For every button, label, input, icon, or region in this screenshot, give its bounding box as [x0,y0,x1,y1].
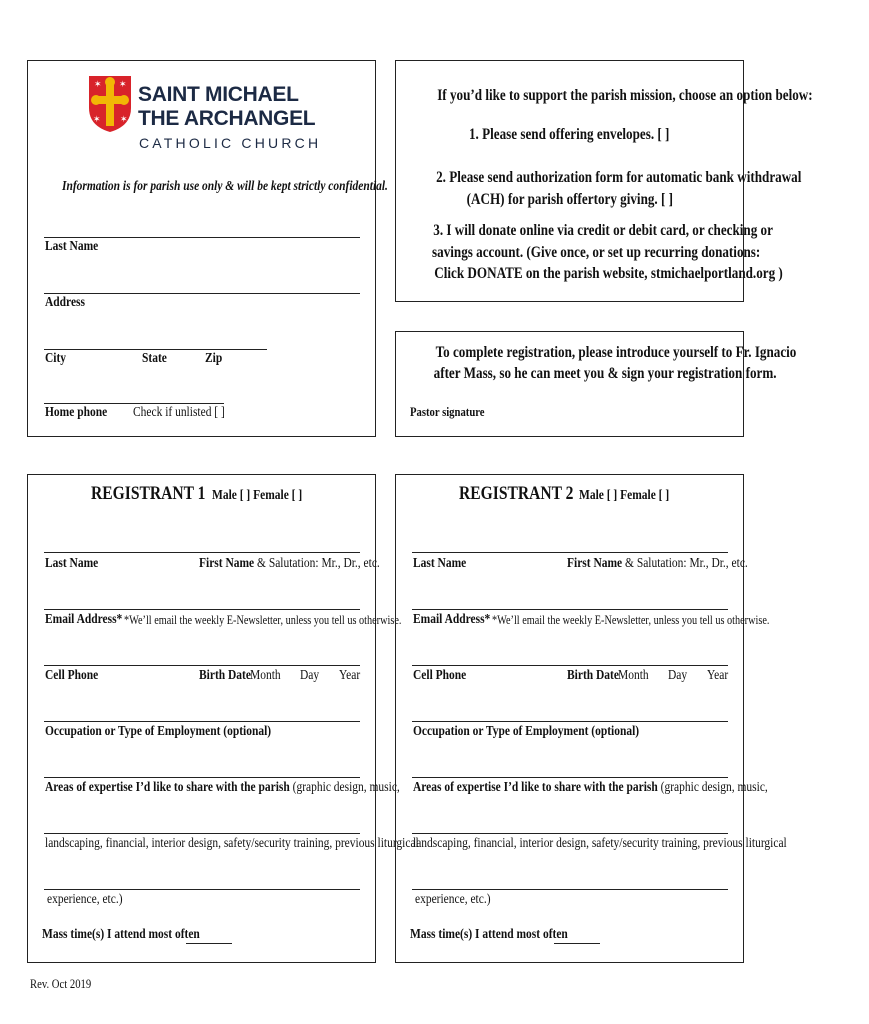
registrant-2-expertise-line-2[interactable] [412,833,728,834]
registrant-2-expertise [413,780,846,796]
registrant-2-expertise-line-2-text: landscaping, financial, interior design, safety/security training, previous liturgical [413,836,787,851]
pastor-box [395,331,797,437]
registrant-1-first-name [199,556,419,572]
registrant-2-mass-line[interactable] [554,943,600,944]
pastor-signature-label: Pastor signature [410,404,485,419]
registrant-2-cell-label: Cell Phone [413,668,467,683]
online-option-line-1: 3. I will donate online via credit or debit card, or checking or [433,222,773,239]
state-label: State [142,351,167,366]
registrant-1-email-label: Email Address* [45,612,123,627]
registrant-1-mass-line[interactable] [186,943,232,944]
address-line[interactable] [44,293,360,294]
registrant-2-email-line[interactable] [412,609,728,610]
registrant-2-mass-label: Mass time(s) I attend most often [410,927,568,942]
registrant-1-title: REGISTRANT 1 [91,483,206,504]
ach-option-line-1[interactable]: 2. Please send authorization form for automatic bank withdrawal [436,169,802,186]
registrant-1-occupation-line[interactable] [44,721,360,722]
city-state-zip-line[interactable] [44,349,267,350]
confidential-note: Information is for parish use only & will be kept strictly confidential. [62,179,388,194]
registrant-1-expertise-line-3-text: experience, etc.) [47,892,123,907]
registrant-1-first-name-label: First Name [199,556,255,571]
registrant-1-expertise-line-3[interactable] [44,889,360,890]
registrant-1-expertise-line[interactable] [44,777,360,778]
registrant-2-day: Day [668,668,688,683]
svg-text:✶: ✶ [93,114,101,124]
registrant-2-expertise-line-3[interactable] [412,889,728,890]
revision-note: Rev. Oct 2019 [30,976,92,991]
registrant-2-email-note: *We’ll email the weekly E-Newsletter, unless you tell us otherwise. [492,613,770,627]
svg-text:✶: ✶ [119,79,127,89]
registrant-1-salutation: & Salutation: Mr., Dr., etc. [254,556,380,571]
support-box [395,60,813,302]
registrant-1-birth-date-label: Birth Date [199,668,251,683]
registrant-1-box [27,474,419,963]
registrant-1-mass-label: Mass time(s) I attend most often [42,927,200,942]
registrant-1-email-line[interactable] [44,609,360,610]
registrant-1-expertise-line-2[interactable] [44,833,360,834]
registrant-1-expertise-label: Areas of expertise I’d like to share with the parish [45,780,290,795]
registrant-2-last-name: Last Name [413,556,467,571]
logo-line-2: THE ARCHANGEL [138,107,316,130]
zip-label: Zip [205,351,223,366]
registrant-1-gender[interactable]: Male [ ] Female [ ] [212,488,303,503]
registrant-2-year: Year [707,668,729,683]
registrant-2-first-name-label: First Name [567,556,623,571]
registrant-2-expertise-line-3-text: experience, etc.) [415,892,491,907]
registrant-2-title: REGISTRANT 2 [459,483,574,504]
pastor-note-line-2: after Mass, so he can meet you & sign your registration form. [433,365,777,382]
registrant-2-expertise-examples: (graphic design, music, [657,780,768,795]
last-name-line[interactable] [44,237,360,238]
registrant-1-phone-line[interactable] [44,665,360,666]
registrant-2-box [395,474,787,963]
registrant-1-day: Day [300,668,320,683]
registrant-2-email-label: Email Address* [413,612,491,627]
registrant-2-month: Month [618,668,649,683]
registrant-2-birth-date-label: Birth Date [567,668,619,683]
city-label: City [45,351,67,366]
ach-option-line-2[interactable]: (ACH) for parish offertory giving. [ ] [466,191,673,208]
last-name-label: Last Name [45,239,99,254]
registrant-1-year: Year [339,668,361,683]
registrant-1-expertise-examples: (graphic design, music, [289,780,400,795]
home-phone-label: Home phone [45,405,108,420]
online-option-line-2: savings account. (Give once, or set up recurring donations: [432,244,761,261]
address-label: Address [45,295,85,310]
svg-text:✶: ✶ [94,79,102,89]
logo-line-3: CATHOLIC CHURCH [139,135,322,151]
registrant-1-email-note: *We’ll email the weekly E-Newsletter, unless you tell us otherwise. [124,613,402,627]
registrant-2-expertise-label: Areas of expertise I’d like to share with the parish [413,780,658,795]
pastor-note-line-1: To complete registration, please introduce yourself to Fr. Ignacio [435,344,797,361]
registrant-2-salutation: & Salutation: Mr., Dr., etc. [622,556,748,571]
contact-box [27,60,388,437]
registrant-2-expertise-line[interactable] [412,777,728,778]
check-unlisted-checkbox[interactable]: Check if unlisted [ ] [133,405,225,420]
registrant-2-gender[interactable]: Male [ ] Female [ ] [579,488,670,503]
registrant-1-last-name: Last Name [45,556,99,571]
registrant-2-occupation-label: Occupation or Type of Employment (optional) [413,724,640,739]
registrant-1-expertise-line-2-text: landscaping, financial, interior design, safety/security training, previous liturgical [45,836,419,851]
registrant-2-occupation-line[interactable] [412,721,728,722]
parish-logo-icon [87,74,133,134]
registrant-1-name-line[interactable] [44,552,360,553]
registrant-2-first-name [567,556,787,572]
registrant-1-cell-label: Cell Phone [45,668,99,683]
support-heading: If you’d like to support the parish mission, choose an option below: [437,87,813,104]
logo-line-1: SAINT MICHAEL [138,83,299,106]
svg-text:✶: ✶ [120,114,128,124]
online-option-line-3: Click DONATE on the parish website, stmichaelportland.org ) [434,265,783,282]
registrant-1-occupation-label: Occupation or Type of Employment (optional) [45,724,272,739]
offering-envelopes-option[interactable]: 1. Please send offering envelopes. [ ] [469,126,670,143]
registrant-1-month: Month [250,668,281,683]
home-phone-line[interactable] [44,403,224,404]
registrant-2-phone-line[interactable] [412,665,728,666]
registrant-2-name-line[interactable] [412,552,728,553]
